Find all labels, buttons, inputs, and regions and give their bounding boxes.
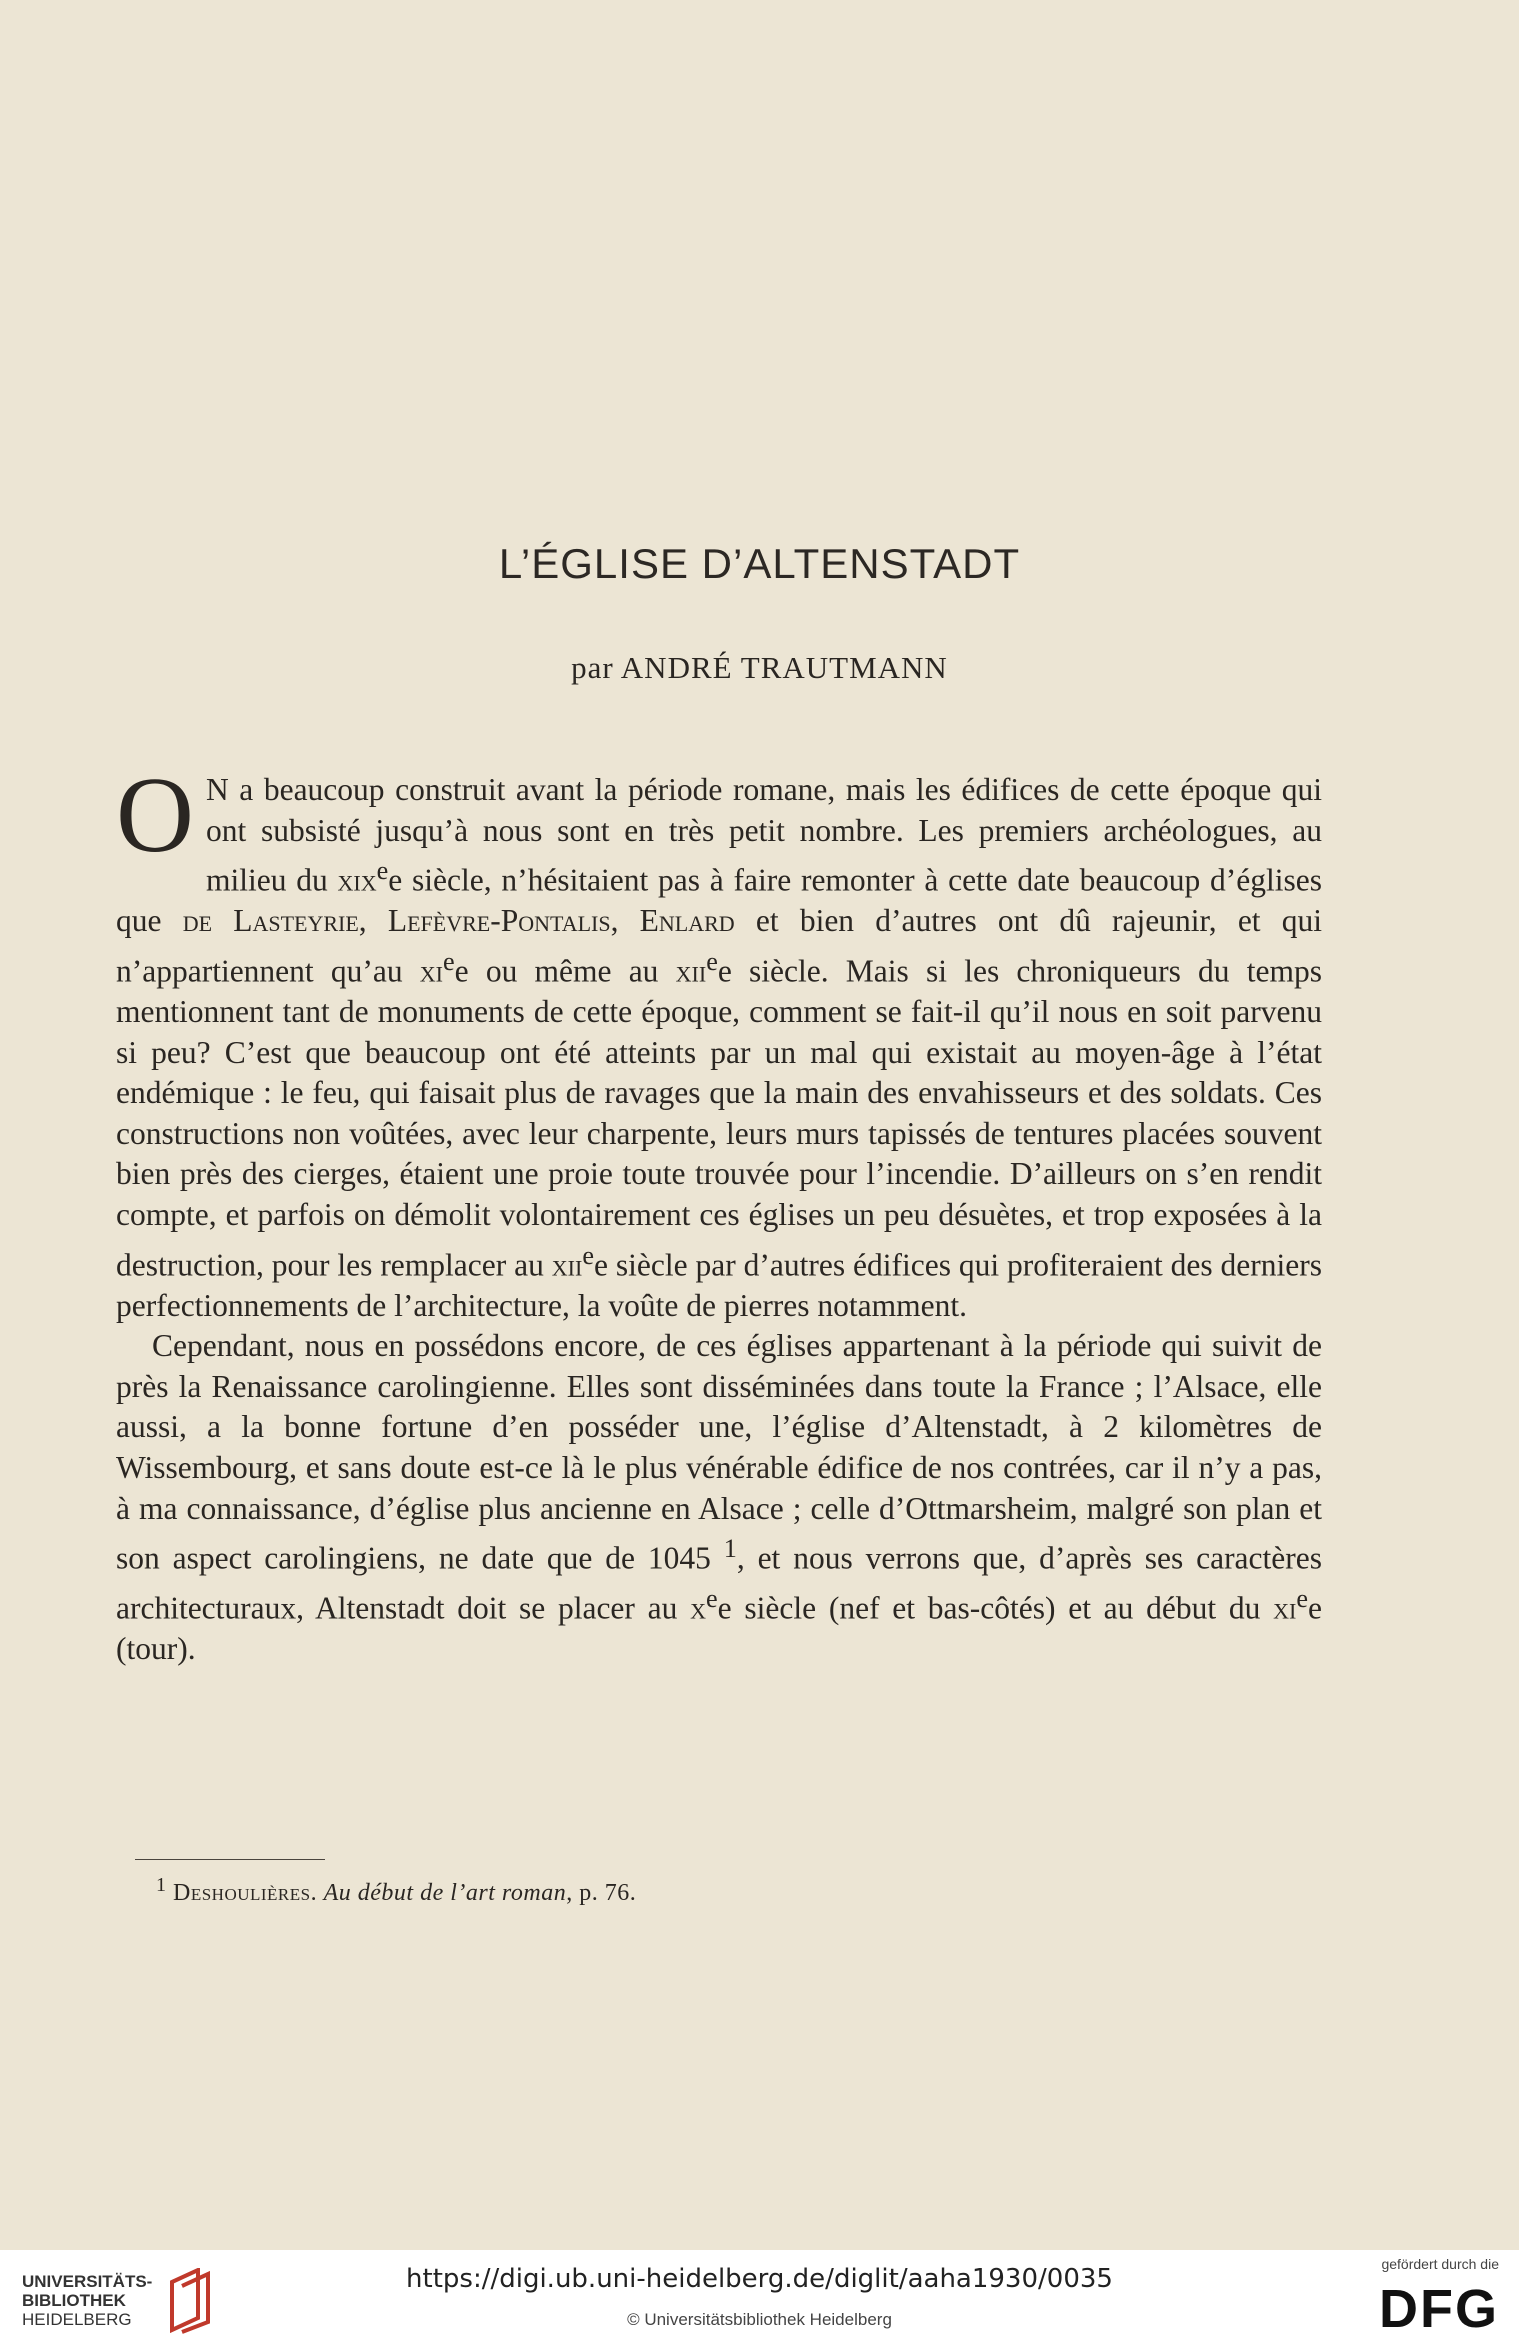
footnote-title: Au début de l’art roman <box>323 1880 567 1906</box>
footnote-divider <box>135 1859 325 1860</box>
footer-bar <box>0 2250 1519 2349</box>
footnote-number: 1 <box>156 1874 167 1896</box>
drop-cap: O <box>116 756 194 875</box>
article-byline: par ANDRÉ TRAUTMANN <box>571 650 948 685</box>
paragraph-2: Cependant, nous en possédons encore, de ces églises appartenant à la période qui suivit de près la Renaissance carolingienne. Elles sont disséminées dans toute la France ; l’Alsace, elle aussi, a la bonne fortune d’en posséder une, l’église d’Altenstadt, à 2 kilomètres de Wissembourg, et sans doute est-ce là le plus vénérable édifice de nos contrées, car il n’y a pas, à ma connaissance, d’église plus ancienne en Alsace ; celle d’Ottmarsheim, malgré son plan et son aspect carolingiens, ne date que de 1045 $^1$, et nous verrons que, d’après ses caractères architecturaux, Altenstadt doit se placer au $x^ee$ siècle (nef et bas-côtés) et au début du $xi^ee$ (tour). <box>116 1328 1322 1667</box>
permalink-url[interactable]: https://digi.ub.uni-heidelberg.de/diglit/aaha1930/0035 <box>406 2264 1113 2294</box>
footnote-reference: 1 <box>723 1534 737 1564</box>
author-enlard: Enlard <box>639 903 735 939</box>
author-lefevre-pontalis: Lefèvre-Pontalis <box>387 903 611 939</box>
paragraph-1: O N a beaucoup construit avant la période romane, mais les édifices de cette époque qui ont subsisté jusqu’à nous sont en très petit nombre. Les premiers archéologues, au milieu du xix$^e$e siècle, n’hésitaient pas à faire remonter à cette date beaucoup d’églises que de Lasteyrie, Lefèvre-Pontalis, Enlard et bien d’autres ont dû rajeunir, et qui n’appartiennent qu’au $xi^ee$ ou même au xii$^e$e siècle. Mais si les chroniqueurs du temps mentionnent tant de monuments de cette époque, comment se fait-il qu’il nous en soit parvenu si peu? C’est que beaucoup ont été atteints par un mal qui existait au moyen-âge à l’état endémique : le feu, qui faisait plus de ravages que la main des envahisseurs et des soldats. Ces constructions non voûtées, avec leur charpente, leurs murs tapissés de tentures placées souvent bien près des cierges, étaient une proie toute trouvée pour l’incendie. D’ailleurs on s’en rendit compte, et parfois on démolit volontairement ces églises un peu désuètes, et trop exposées à la destruction, pour les remplacer au xii$^e$e siècle par d’autres édifices qui profiteraient des derniers perfectionnements de l’architecture, la voûte de pierres notamment. <box>116 756 1323 1323</box>
article-body <box>116 756 1323 1670</box>
footnote: $^1$ Deshoulières. Au début de l’art roman, p. 76. <box>156 1874 637 1906</box>
library-name-line1: UNIVERSITÄTS- <box>22 2272 153 2291</box>
copyright-notice: © Universitätsbibliothek Heidelberg <box>627 2310 892 2329</box>
funding-label: gefördert durch die <box>1381 2256 1499 2272</box>
author-lasteyrie: de Lasteyrie <box>182 903 359 939</box>
library-name-line2: BIBLIOTHEK <box>22 2291 126 2310</box>
article-title: L’ÉGLISE D’ALTENSTADT <box>498 540 1021 587</box>
dfg-wordmark: DFG <box>1379 2279 1499 2339</box>
library-name-line3: HEIDELBERG <box>22 2310 132 2329</box>
footnote-page: , p. 76. <box>566 1880 637 1906</box>
dfg-logo[interactable] <box>1349 2256 1499 2342</box>
footnote-author: Deshoulières <box>173 1880 311 1906</box>
